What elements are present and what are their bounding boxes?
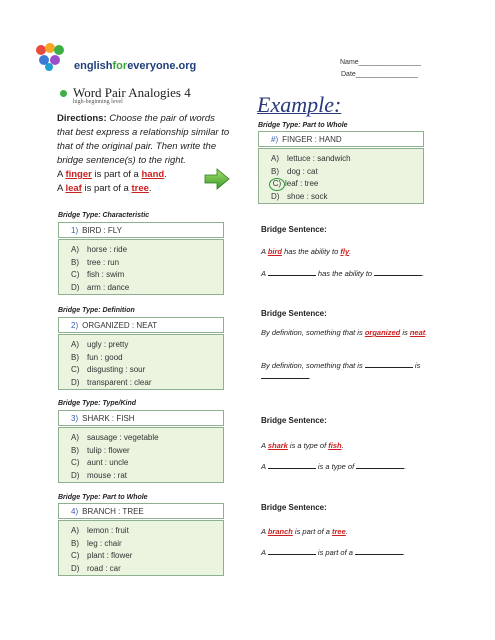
answer-blank[interactable] (365, 360, 413, 368)
q3-answer-sentence[interactable]: A is a type of . (261, 462, 407, 471)
option[interactable]: A) sausage : vegetable (71, 433, 159, 442)
example-sentence: A finger is part of a hand. (57, 169, 167, 180)
q2-answer-sentence[interactable]: By definition, something that is is . (261, 361, 421, 381)
example-sentence: A leaf is part of a tree. (57, 183, 152, 194)
option[interactable]: B) fun : good (71, 352, 123, 362)
q1-bridge-sentence: A bird has the ability to fly. (261, 247, 352, 256)
selected-circle-icon: C) (269, 178, 285, 191)
option[interactable]: D) transparent : clear (71, 377, 152, 387)
directions-label: Directions: (57, 113, 107, 124)
q4-bridge-sentence: A branch is part of a tree. (261, 527, 348, 536)
example-pair-box (258, 131, 424, 147)
q3-bridge-sentence: A shark is a type of fish. (261, 441, 344, 450)
answer-blank[interactable] (268, 547, 316, 555)
option[interactable]: D) mouse : rat (71, 470, 128, 480)
logo-text: englishforeveryone.org (74, 60, 197, 72)
q3-pair-box: 3) SHARK : FISH (58, 410, 224, 426)
q4-answer-sentence[interactable]: A is part of a . (261, 548, 406, 557)
q4-options (58, 520, 224, 576)
option[interactable]: C) aunt : uncle (71, 458, 129, 467)
option[interactable]: A) ugly : pretty (71, 340, 129, 349)
q3-options (58, 427, 224, 483)
arrow-right-icon (204, 168, 230, 190)
answer-blank[interactable] (268, 268, 316, 276)
q3-bridge-type: Bridge Type: Type/Kind (58, 400, 137, 407)
q4-bridge-type: Bridge Type: Part to Whole (58, 494, 148, 501)
worksheet-title: Word Pair Analogies 4 (73, 85, 191, 100)
q2-bridge-sentence: By definition, something that is organized is neat. (261, 328, 428, 337)
q1-options (58, 239, 224, 295)
example-bridge-type: Bridge Type: Part to Whole (258, 122, 348, 129)
example-heading: Example: (257, 92, 342, 117)
q1-pair-box: 1) BIRD : FLY (58, 222, 224, 238)
level-subtitle: high-beginning level (73, 99, 123, 105)
option[interactable]: C) disgusting : sour (71, 365, 146, 374)
option[interactable]: D) arm : dance (71, 282, 130, 292)
example-sentences (57, 168, 187, 196)
option[interactable]: B) tree : run (71, 257, 120, 267)
option[interactable]: C) plant : flower (71, 551, 133, 560)
q4-pair-box: 4) BRANCH : TREE (58, 503, 224, 519)
option[interactable]: A) lemon : fruit (71, 526, 129, 535)
bullet-dot-icon (60, 90, 67, 97)
date-field[interactable]: Date________________ (341, 71, 419, 78)
answer-blank[interactable] (261, 371, 309, 379)
directions (57, 112, 233, 168)
answer-blank[interactable] (374, 268, 422, 276)
logo-people-icon (34, 42, 68, 72)
q2-bridge-heading: Bridge Sentence: (261, 309, 327, 318)
option[interactable]: B) tulip : flower (71, 445, 130, 455)
directions-text: Choose the pair of words that best express a relationship similar to that of the original pair. Then write the bridge sentence(s) to the right. (57, 113, 230, 166)
option[interactable]: B) leg : chair (71, 538, 122, 548)
option-selected: C) leaf : tree (271, 178, 423, 191)
q1-answer-sentence[interactable]: A has the ability to . (261, 269, 425, 278)
q1-bridge-heading: Bridge Sentence: (261, 225, 327, 234)
option: B) dog : cat (271, 166, 318, 176)
q1-bridge-type: Bridge Type: Characteristic (58, 212, 150, 219)
site-logo[interactable] (34, 42, 197, 86)
answer-blank[interactable] (355, 547, 403, 555)
answer-blank[interactable] (356, 461, 404, 469)
example-options (258, 148, 424, 204)
q2-options (58, 334, 224, 390)
answer-blank[interactable] (268, 461, 316, 469)
option[interactable]: A) horse : ride (71, 245, 128, 254)
q2-pair-box: 2) ORGANIZED : NEAT (58, 317, 224, 333)
option: D) shoe : sock (271, 191, 328, 201)
q4-bridge-heading: Bridge Sentence: (261, 503, 327, 512)
example-number: #) (271, 135, 279, 144)
option[interactable]: C) fish : swim (71, 270, 125, 279)
q3-bridge-heading: Bridge Sentence: (261, 416, 327, 425)
example-pair: FINGER : HAND (282, 135, 342, 144)
option: A) lettuce : sandwich (271, 154, 351, 163)
name-date-fields (340, 59, 421, 83)
option[interactable]: D) road : car (71, 563, 121, 573)
name-field[interactable]: Name________________ (340, 59, 421, 66)
q2-bridge-type: Bridge Type: Definition (58, 307, 135, 314)
